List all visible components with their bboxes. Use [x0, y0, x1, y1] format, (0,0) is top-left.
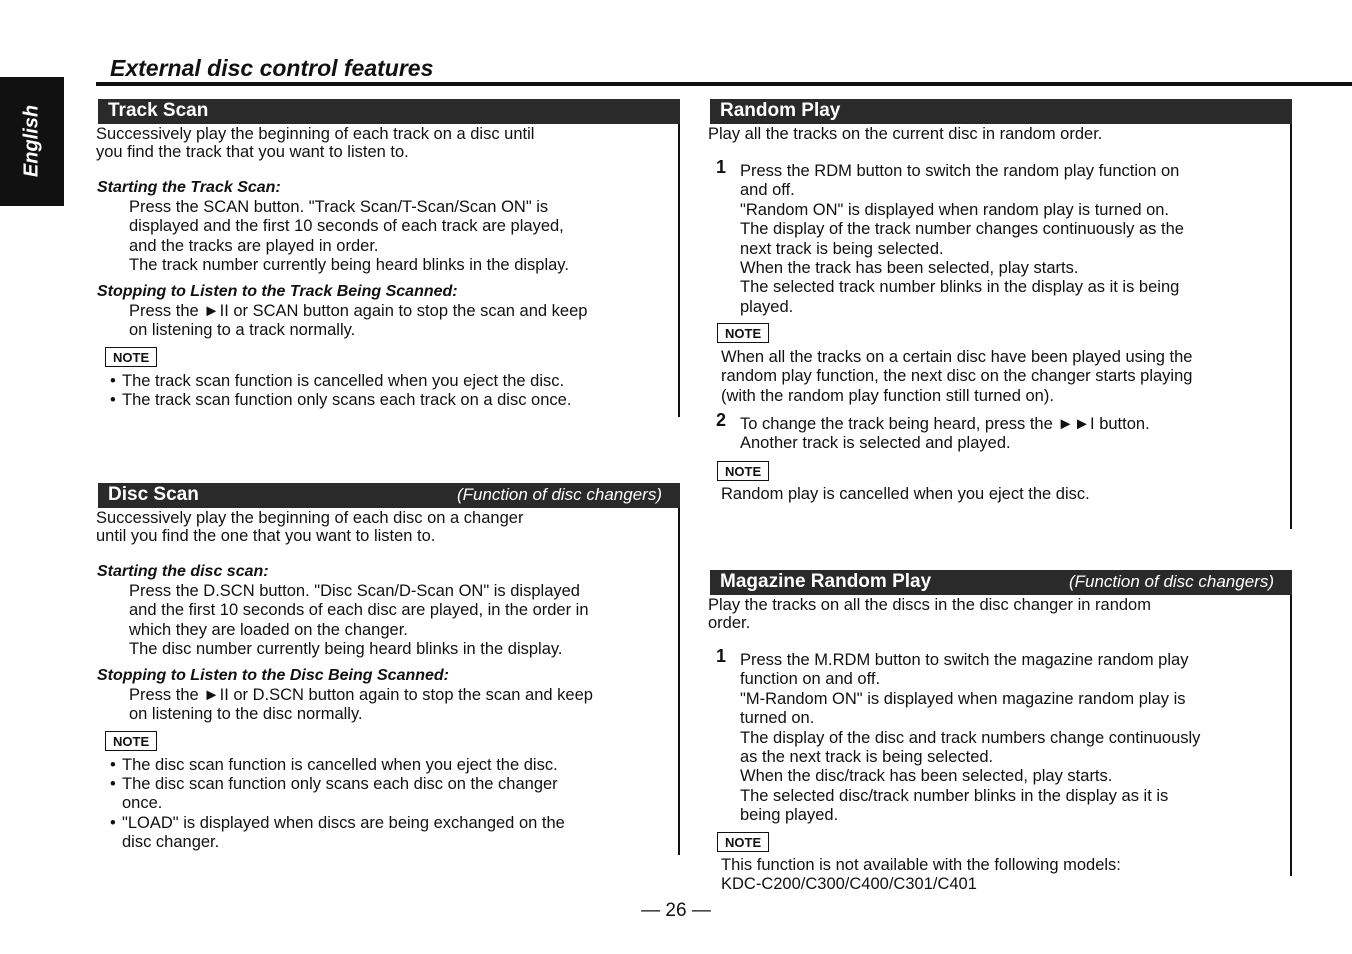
step-number: 1: [716, 157, 727, 177]
magazine-random-intro: Play the tracks on all the discs in the disc changer in random order.: [708, 596, 1151, 632]
note-label: NOTE: [105, 347, 157, 367]
track-scan-start-heading: Starting the Track Scan:: [97, 179, 281, 196]
track-scan-stop-heading: Stopping to Listen to the Track Being Scanned:: [97, 283, 458, 300]
disc-scan-intro: Successively play the beginning of each disc on a changer until you find the one that you want to listen to.: [96, 509, 524, 545]
note-bullet: • "LOAD" is displayed when discs are being exchanged on the disc changer.: [122, 814, 565, 853]
note-label: NOTE: [717, 832, 769, 852]
track-scan-intro: Successively play the beginning of each track on a disc until you find the track that you want to listen to.: [96, 125, 535, 161]
note-bullet: • The disc scan function is cancelled when you eject the disc.: [122, 756, 558, 775]
track-scan-header: [98, 99, 680, 124]
random-play-header: [710, 99, 1292, 124]
note-label: NOTE: [717, 323, 769, 343]
note-bullet: • The disc scan function only scans each disc on the changer once.: [122, 775, 558, 814]
note-label: NOTE: [717, 461, 769, 481]
disc-scan-stop-heading: Stopping to Listen to the Disc Being Scanned:: [97, 667, 450, 684]
disc-scan-section: [96, 483, 680, 855]
random-play-step1-text: Press the RDM button to switch the random play function on and off. "Random ON" is displayed when random play is turned on. The display of the track number changes continuously as the next track is being selected. When the track has been selected, play starts. The selected track number blinks in the display as it is being played.: [740, 162, 1184, 316]
language-label: English: [20, 104, 43, 178]
section-rule: [678, 124, 680, 417]
disc-scan-title: Disc Scan: [108, 484, 199, 505]
track-scan-stop-text: Press the ►II or SCAN button again to stop the scan and keep on listening to a track normally.: [129, 302, 588, 340]
random-play-section: [708, 99, 1292, 529]
page-number: — 26 —: [641, 900, 711, 921]
note-label: NOTE: [105, 731, 157, 751]
note-bullet: • The track scan function only scans each track on a disc once.: [122, 391, 571, 410]
random-play-title: Random Play: [720, 100, 841, 121]
section-rule: [1290, 595, 1292, 876]
magazine-random-note-text: This function is not available with the following models: KDC-C200/C300/C400/C301/C401: [721, 856, 1121, 894]
track-scan-section: [96, 99, 680, 417]
title-rule: [96, 82, 1352, 86]
disc-scan-start-heading: Starting the disc scan:: [97, 563, 269, 580]
random-play-note1-text: When all the tracks on a certain disc have been played using the random play function, the next disc on the changer starts playing (with the random play function still turned on).: [721, 348, 1193, 405]
magazine-random-title: Magazine Random Play: [720, 571, 932, 592]
random-play-step2-text: To change the track being heard, press the ►►I button. Another track is selected and played.: [740, 415, 1150, 453]
section-rule: [1290, 124, 1292, 529]
disc-scan-header: [98, 483, 680, 508]
track-scan-title: Track Scan: [108, 100, 209, 121]
disc-scan-subtitle: (Function of disc changers): [456, 485, 662, 504]
magazine-random-section: [708, 570, 1292, 894]
note-bullet: • The track scan function is cancelled when you eject the disc.: [122, 372, 564, 391]
step-number: 1: [716, 646, 727, 666]
disc-scan-start-text: Press the D.SCN button. "Disc Scan/D-Scan ON" is displayed and the first 10 seconds of each disc are played, in the order in which they are loaded on the changer. The disc number currently being heard blinks in the display.: [129, 582, 589, 659]
page-title: External disc control features: [110, 55, 434, 81]
random-play-note2-text: Random play is cancelled when you eject the disc.: [721, 485, 1090, 503]
magazine-random-subtitle: (Function of disc changers): [1068, 572, 1274, 591]
magazine-random-header: [710, 570, 1292, 595]
magazine-random-step1-text: Press the M.RDM button to switch the magazine random play function on and off. "M-Random ON" is displayed when magazine random play is turned on. The display of the disc and track numbers change continuously as the next track is being selected. When the disc/track has been selected, play starts. The selected disc/track number blinks in the display as it is being played.: [740, 651, 1201, 825]
section-rule: [678, 508, 680, 855]
disc-scan-stop-text: Press the ►II or D.SCN button again to stop the scan and keep on listening to the disc normally.: [129, 686, 593, 724]
random-play-intro: Play all the tracks on the current disc in random order.: [708, 125, 1103, 143]
language-tab: [0, 77, 64, 206]
track-scan-start-text: Press the SCAN button. "Track Scan/T-Scan/Scan ON" is displayed and the first 10 seconds of each track are played, and the tracks are played in order. The track number currently being heard blinks in the display.: [129, 198, 569, 275]
step-number: 2: [716, 410, 727, 430]
